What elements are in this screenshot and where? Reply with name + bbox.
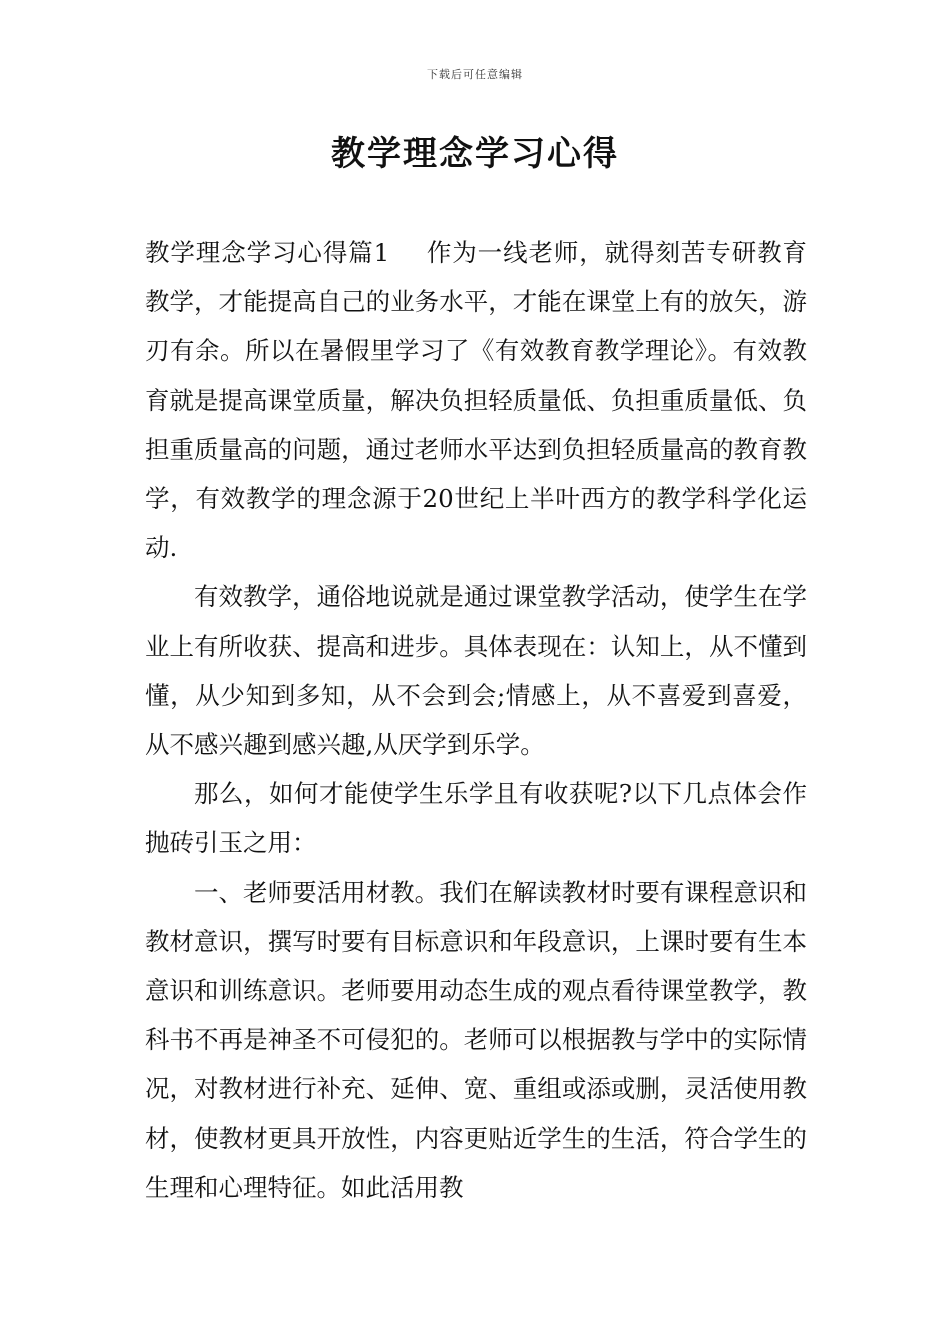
header-note: 下载后可任意编辑 — [427, 68, 523, 81]
paragraph-4: 一、老师要活用材教。我们在解读教材时要有课程意识和教材意识，撰写时要有目标意识和年段意识，上课时要有生本意识和训练意识。老师要用动态生成的观点看待课堂教学，教科书不再是神圣不可侵犯的。老师可以根据教与学中的实际情况，对教材进行补充、延伸、宽、重组或添或删，灵活使用教材，使教材更具开放性，内容更贴近学生的生活，符合学生的生理和心理特征。如此活用教 — [145, 877, 807, 1202]
paragraph-1 — [145, 228, 807, 572]
paragraph-3: 那么，如何才能使学生乐学且有收获呢?以下几点体会作抛砖引玉之用： — [145, 779, 807, 858]
section-title: 教学理念学习心得篇1 — [145, 238, 390, 267]
document-body — [145, 228, 807, 1212]
document-title: 教学理念学习心得 — [331, 134, 619, 174]
paragraph-1-text: 作为一线老师，就得刻苦专研教育教学，才能提高自己的业务水平，才能在课堂上有的放矢，游刃有余。所以在暑假里学习了《有效教育教学理论》。有效教育就是提高课堂质量，解决负担轻质量低、负担重质量低、负担重质量高的问题，通过老师水平达到负担轻质量高的教育教学，有效教学的理念源于20世纪上半叶西方的教学科学化运动. — [145, 238, 808, 563]
paragraph-2: 有效教学，通俗地说就是通过课堂教学活动，使学生在学业上有所收获、提高和进步。具体表现在：认知上，从不懂到懂，从少知到多知，从不会到会;情感上，从不喜爱到喜爱，从不感兴趣到感兴趣,从厌学到乐学。 — [145, 582, 807, 760]
